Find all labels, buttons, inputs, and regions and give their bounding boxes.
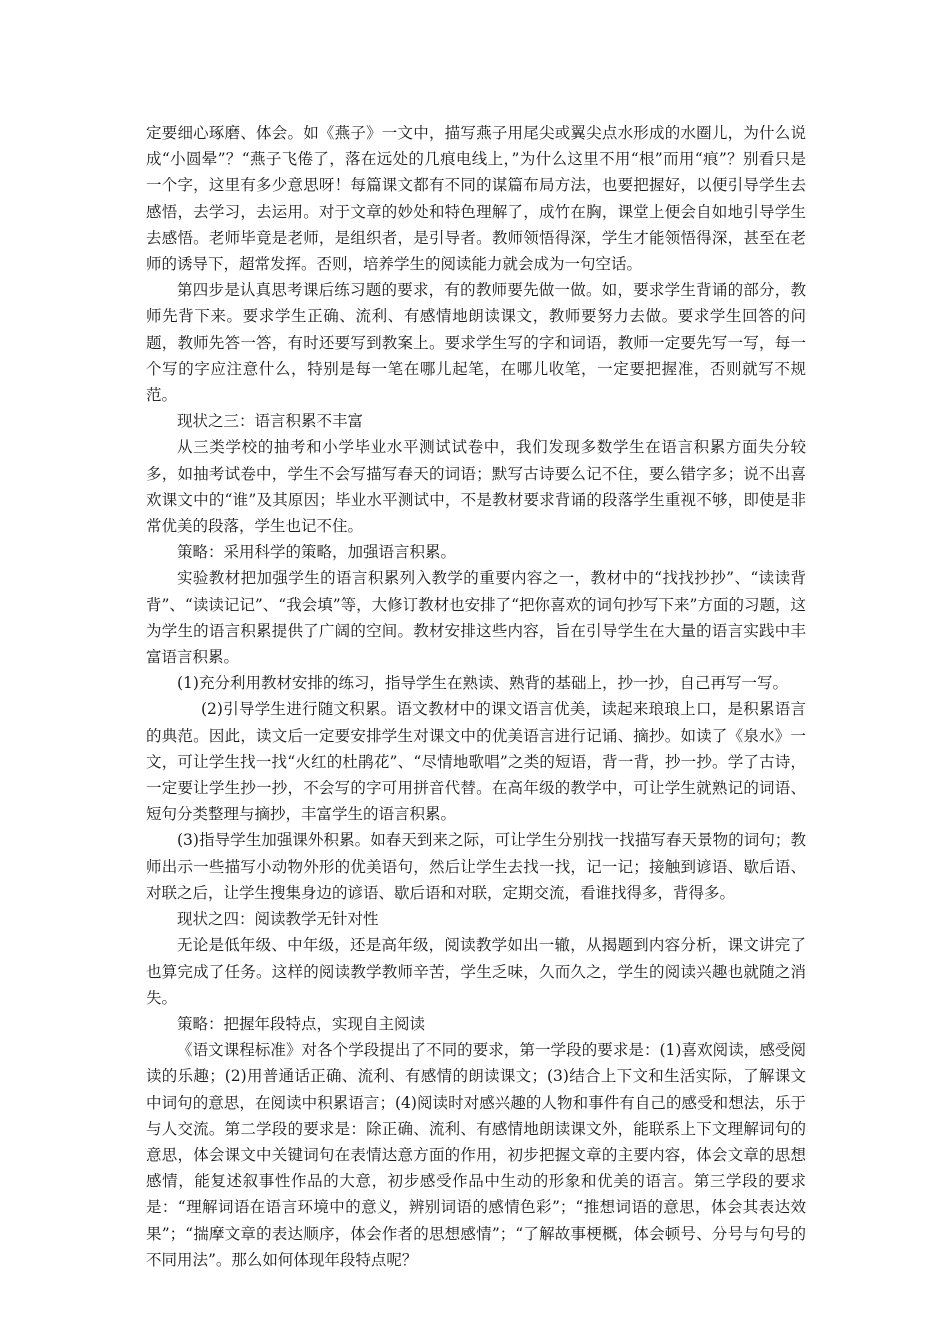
paragraph-status-three: 从三类学校的抽考和小学毕业水平测试试卷中，我们发现多数学生在语言积累方面失分较多，如抽考试卷中，学生不会写描写春天的词语；默写古诗要么记不住，要么错字多；说不出喜欢课文中的“谁”及其原因；毕业水平测试中，不是教材要求背诵的段落学生重视不够，即使是非常优美的段落，学生也记不住。 (146, 438, 806, 536)
strategy-heading-four: 策略：把握年段特点，实现自主阅读 (177, 1014, 426, 1033)
paragraph-step-four: 第四步是认真思考课后练习题的要求，有的教师要先做一做。如，要求学生背诵的部分，教师先背下来。要求学生正确、流利、有感情地朗读课文，教师要努力去做。要求学生回答的问题，教师先答一答，有时还要写到教案上。要求学生写的字和词语，教师一定要先写一写，每一个写的字应注意什么，特别是每一笔在哪儿起笔，在哪儿收笔，一定要把握准，否则就写不规范。 (146, 281, 806, 405)
document-body (146, 120, 806, 1273)
strategy-heading-three: 策略：采用科学的策略，加强语言积累。 (177, 543, 457, 562)
section-heading-status-four: 现状之四：阅读教学无针对性 (177, 910, 379, 929)
list-item-2: (2)引导学生进行随文积累。语文教材中的课文语言优美，读起来琅琅上口，是积累语言的典范。因此，读文后一定要安排学生对课文中的优美语言进行记诵、摘抄。如读了《泉水》一文，可让学生找一找“火红的杜鹃花”、“尽情地歌唱”之类的短语，背一背，抄一抄。学了古诗，一定要让学生抄一抄，不会写的字可用拼音代替。在高年级的教学中，可让学生就熟记的词语、短句分类整理与摘抄，丰富学生的语言积累。 (146, 700, 806, 824)
paragraph-strategy-three: 实验教材把加强学生的语言积累列入教学的重要内容之一，教材中的“找找抄抄”、“读读背背”、“读读记记”、“我会填”等，大修订教材也安排了“把你喜欢的词句抄写下来”方面的习题，这为学生的语言积累提供了广阔的空间。教材安排这些内容，旨在引导学生在大量的语言实践中丰富语言积累。 (146, 569, 806, 667)
list-item-3: (3)指导学生加强课外积累。如春天到来之际，可让学生分别找一找描写春天景物的词句；教师出示一些描写小动物外形的优美语句，然后让学生去找一找，记一记；接触到谚语、歇后语、对联之后，让学生搜集身边的谚语、歇后语和对联，定期交流，看谁找得多，背得多。 (146, 831, 806, 902)
section-heading-status-three: 现状之三：语言积累不丰富 (177, 412, 364, 431)
paragraph-continuation: 定要细心琢磨、体会。如《燕子》一文中，描写燕子用尾尖或翼尖点水形成的水圈儿，为什么说成“小圆晕”？“燕子飞倦了，落在远处的几痕电线上，”为什么这里不用“根”而用“痕”？别看只是一个字，这里有多少意思呀！每篇课文都有不同的谋篇布局方法，也要把握好，以便引导学生去感悟，去学习，去运用。对于文章的妙处和特色理解了，成竹在胸，课堂上便会自如地引导学生去感悟。老师毕竟是老师，是组织者，是引导者。教师领悟得深，学生才能领悟得深，甚至在老师的诱导下，超常发挥。否则，培养学生的阅读能力就会成为一句空话。 (146, 124, 806, 274)
paragraph-status-four: 无论是低年级、中年级，还是高年级，阅读教学如出一辙，从揭题到内容分析，课文讲完了也算完成了任务。这样的阅读教学教师辛苦，学生乏味，久而久之，学生的阅读兴趣也就随之消失。 (146, 936, 806, 1007)
list-item-1: (1)充分利用教材安排的练习，指导学生在熟读、熟背的基础上，抄一抄，自己再写一写。 (177, 674, 788, 693)
paragraph-curriculum-standard: 《语文课程标准》对各个学段提出了不同的要求，第一学段的要求是：(1)喜欢阅读，感受阅读的乐趣；(2)用普通话正确、流利、有感情的朗读课文；(3)结合上下文和生活实际，了解课文中词句的意思，在阅读中积累语言；(4)阅读时对感兴趣的人物和事件有自己的感受和想法，乐于与人交流。第二学段的要求是：除正确、流利、有感情地朗读课文外，能联系上下文理解词句的意思，体会课文中关键词句在表情达意方面的作用，初步把握文章的主要内容，体会文章的思想感情，能复述叙事性作品的大意，初步感受作品中生动的形象和优美的语言。第三学段的要求是：“理解词语在语言环境中的意义，辨别词语的感情色彩”；“推想词语的意思，体会其表达效果”；“揣摩文章的表达顺序，体会作者的思想感情”；“了解故事梗概，体会顿号、分号与句号的不同用法”。那么如何体现年段特点呢？ (146, 1041, 806, 1269)
